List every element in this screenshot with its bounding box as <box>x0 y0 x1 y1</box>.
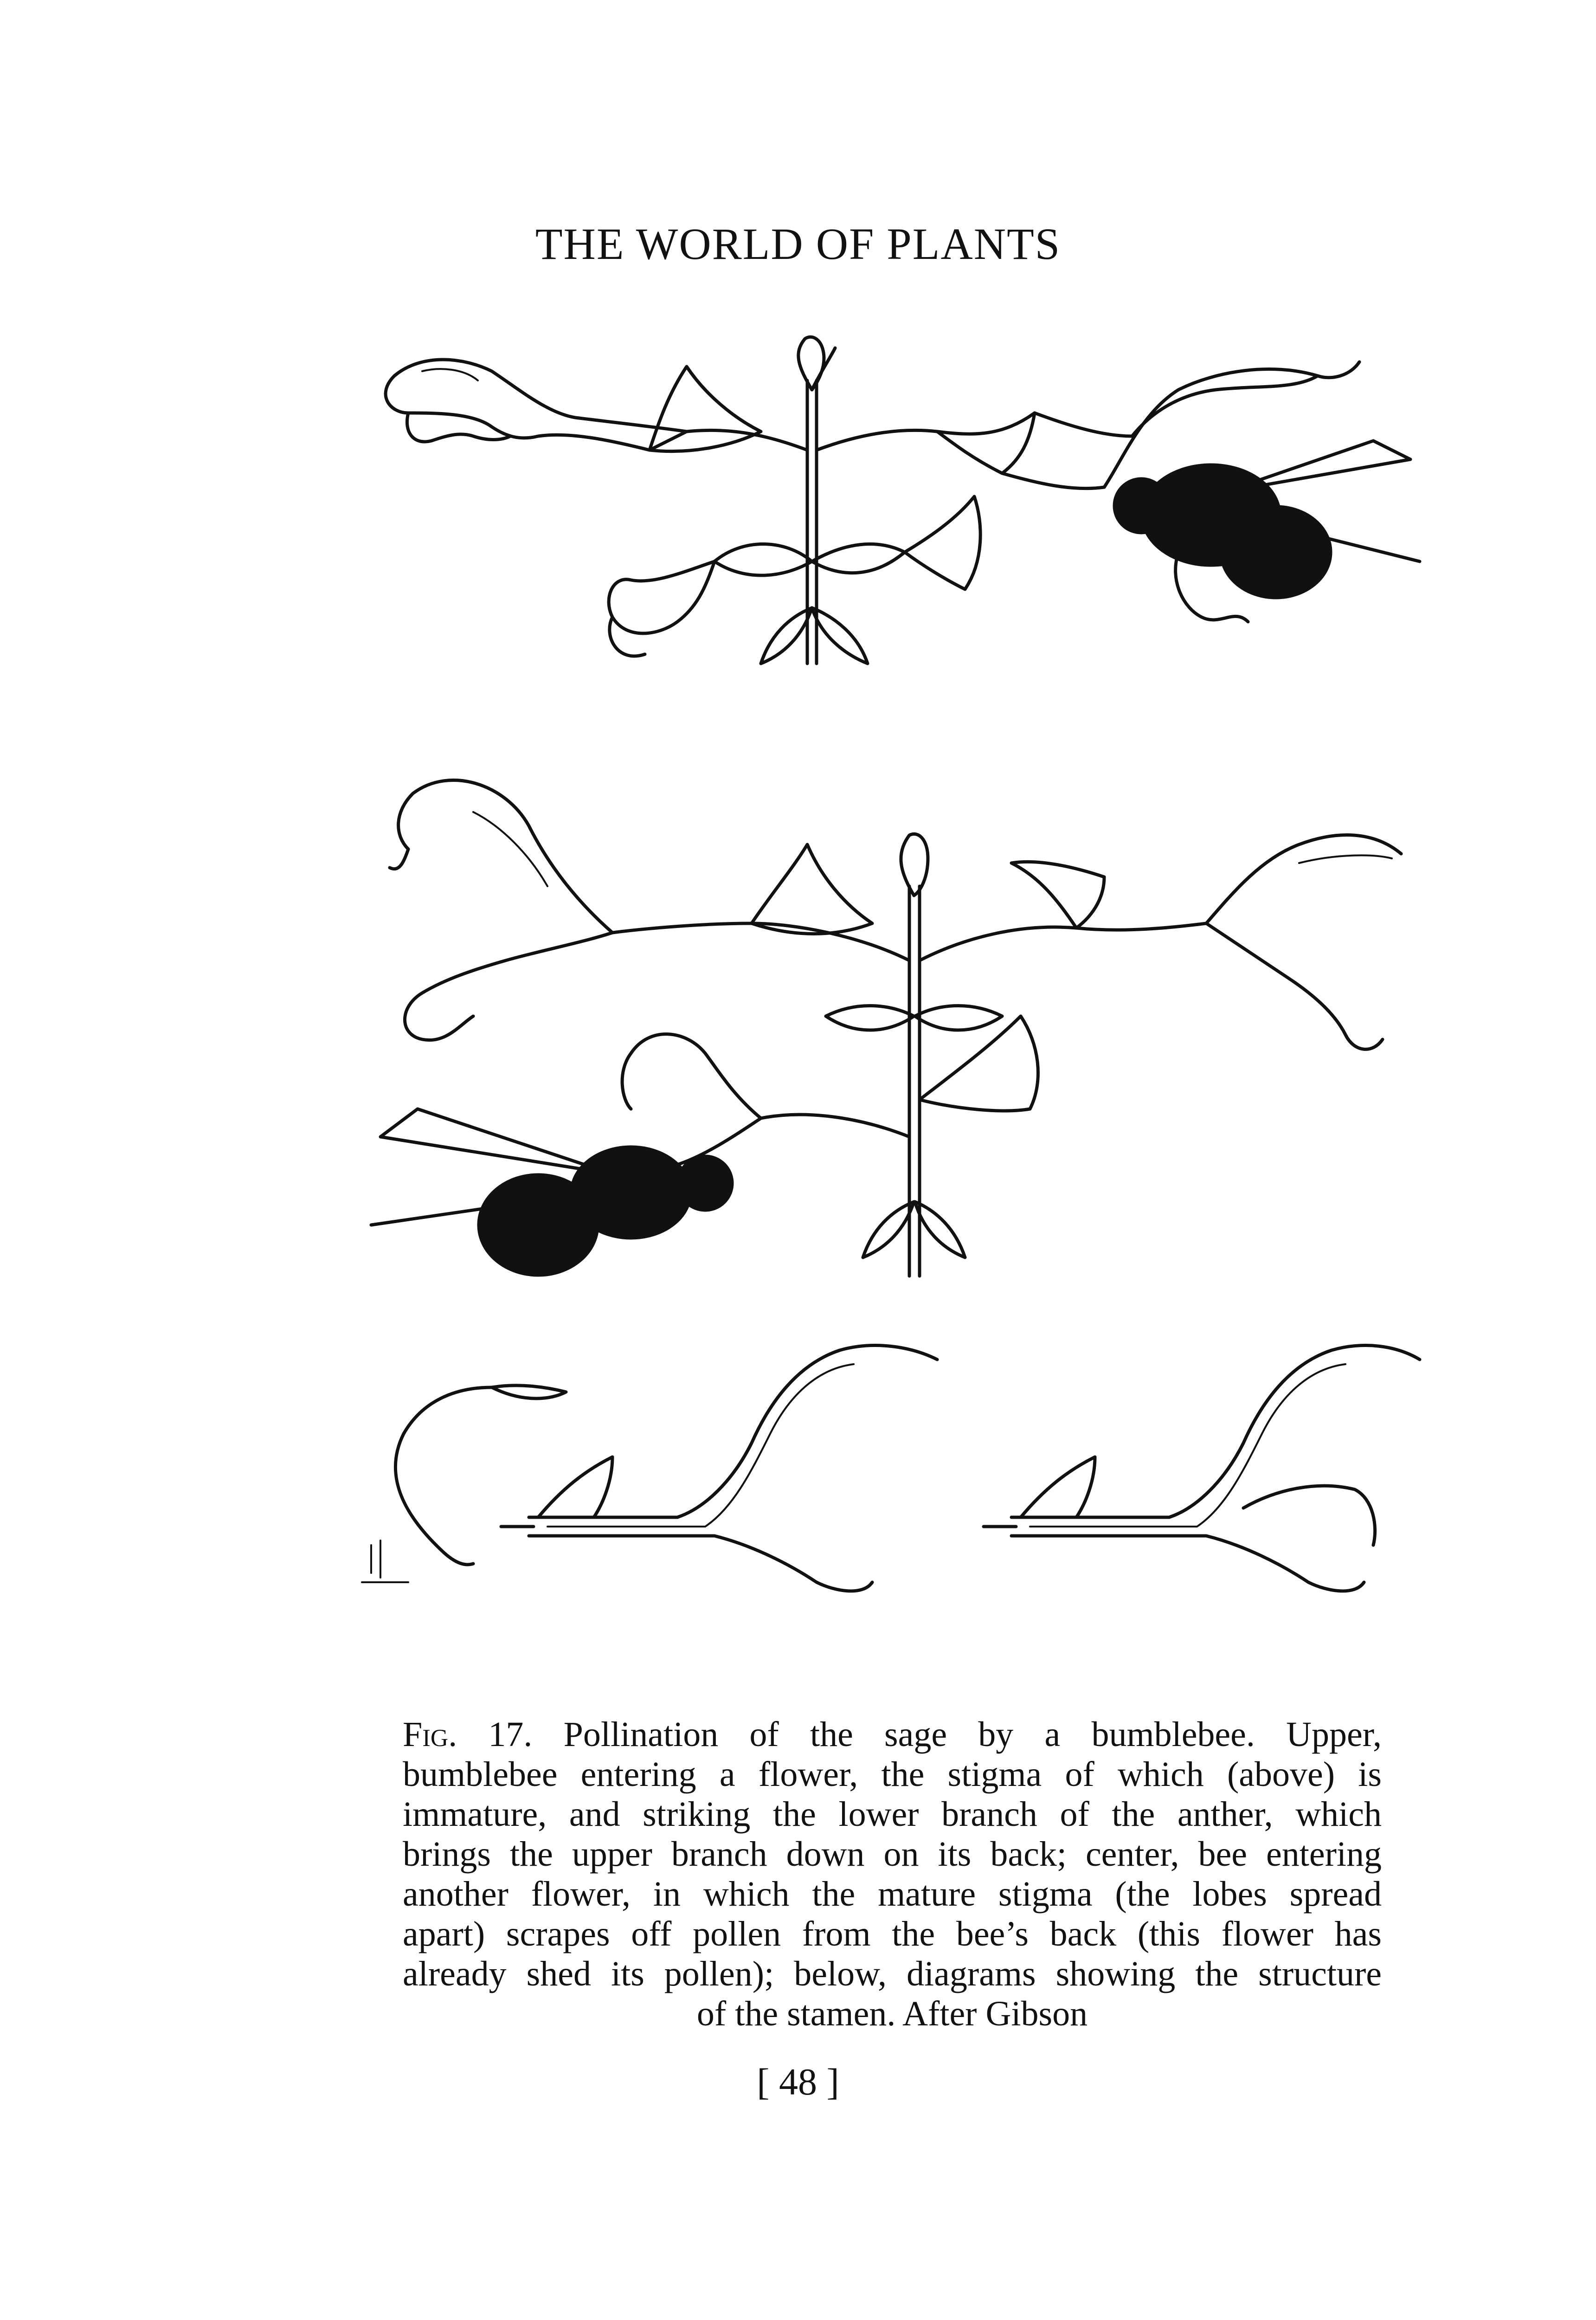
caption-line: of the stamen. After Gibson <box>696 1994 1088 2033</box>
caption-text: Pollination of the sage by a bumblebee. Upper, <box>563 1715 1382 1754</box>
figure-caption <box>403 1714 1382 2034</box>
figure-label: Fig. 17. <box>403 1715 533 1754</box>
caption-line: already shed its pollen); below, diagrams showing the structure <box>403 1954 1382 1993</box>
caption-line <box>403 1714 1382 1754</box>
caption-line: apart) scrapes off pollen from the bee’s back (this flower has <box>403 1914 1382 1953</box>
running-head: THE WORLD OF PLANTS <box>535 219 1061 269</box>
caption-line: immature, and striking the lower branch of the anther, which <box>403 1795 1382 1834</box>
caption-line: bumblebee entering a flower, the stigma of which (above) is <box>403 1755 1382 1794</box>
sage-pollination-illustration <box>353 320 1429 1703</box>
upper-panel-drawing <box>386 337 1420 664</box>
page-number: [ 48 ] <box>757 2061 839 2103</box>
middle-panel-drawing <box>371 780 1401 1276</box>
caption-line: brings the upper branch down on its back; center, bee entering <box>403 1835 1382 1874</box>
caption-line: another flower, in which the mature stigma (the lobes spread <box>403 1875 1382 1914</box>
stamen-diagrams <box>362 1346 1420 1591</box>
